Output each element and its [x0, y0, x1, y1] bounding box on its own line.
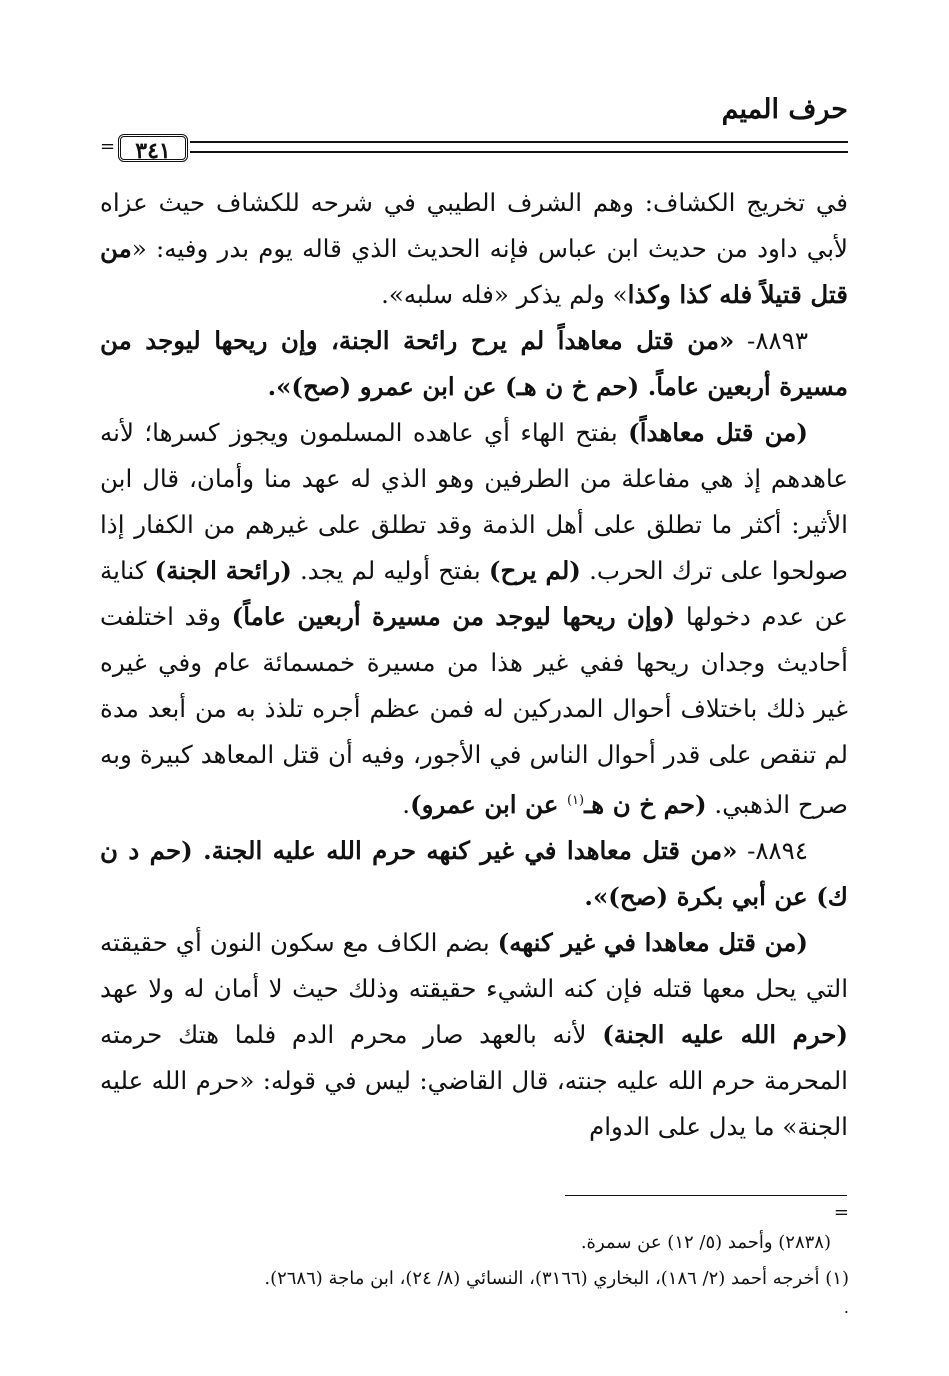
- page-header: [100, 90, 848, 164]
- text-run: بفتح الهاء أي عاهده المسلمون ويجوز كسرها؛ لأنه عاهدهم إذ هي مفاعلة من الطرفين وهو الذي له عهد منا وأمان، قال ابن الأثير: أكثر ما تطلق على أهل الذمة وقد تطلق على غيرهم من الكفار إذا صولحوا على ترك الحرب.: [100, 418, 848, 585]
- lemma-bold: (من قتل معاهدا في غير كنهه): [497, 928, 808, 958]
- chapter-title: حرف الميم: [721, 94, 848, 125]
- hadith-number: ٨٨٩٤-: [737, 836, 808, 866]
- footnote-continuation: (٢٨٣٨) وأحمد (٥/ ١٢) عن سمرة.: [580, 1232, 831, 1253]
- header-eq-mark: =: [100, 136, 116, 157]
- text-run: لأنه بالعهد صار محرم الدم فلما هتك حرمته المحرمة حرم الله عليه جنته، قال القاضي: ليس في قوله: «حرم الله عليه الجنة» ما يدل على الدوام: [100, 1020, 848, 1142]
- commentary-8894: [100, 920, 848, 1150]
- paragraph-continuation: [100, 180, 848, 318]
- hadith-text: «من قتل معاهداً لم يرح رائحة الجنة، وإن ريحها ليوجد من مسيرة أربعين عاماً. (حم خ ن هـ) عن ابن عمرو (صح)».: [100, 326, 848, 401]
- text-run: كناية عن عدم دخولها: [100, 556, 849, 631]
- lemma-bold: (من قتل معاهداً): [628, 418, 809, 447]
- footnote-separator: [565, 1195, 847, 1196]
- main-text: [100, 180, 848, 1150]
- footnote-1: (١) أخرجه أحمد (٢/ ١٨٦)، البخاري (٣١٦٦)، النسائي (٨/ ٢٤)، ابن ماجة (٢٦٨٦).: [264, 1268, 849, 1289]
- text-run: .: [402, 790, 411, 820]
- hadith-8893: [100, 318, 848, 410]
- text-run: في تخريج الكشاف: وهم الشرف الطيبي في شرحه للكشاف حيث عزاه لأبي داود من حديث ابن عباس فإنه الحديث الذي قاله يوم بدر وفيه: «: [100, 188, 848, 263]
- header-double-line: [190, 141, 848, 153]
- text-run: بضم الكاف مع سكون النون أي حقيقته التي يحل معها قتله فإن كنه الشيء حقيقته وذلك حيث لا أمان له ولا عهد: [100, 928, 848, 1004]
- footnote-ref: (١): [566, 793, 585, 808]
- footnotes: [101, 1225, 849, 1297]
- hadith-text: «من قتل معاهدا في غير كنهه حرم الله عليه الجنة. (حم د ن ك) عن أبي بكرة (صح)».: [100, 836, 848, 912]
- footnote-eq-mark: =: [833, 1202, 849, 1223]
- text-run: » ولم يذكر «فله سلبه».: [381, 280, 628, 309]
- page-number: ٣٤١: [118, 134, 188, 162]
- quoted-hadith-bold: من قتل قتيلاً فله كذا وكذا: [100, 234, 848, 309]
- hadith-number: ٨٨٩٣-: [734, 326, 808, 355]
- hadith-8894: [100, 828, 848, 920]
- text-run: وقد اختلفت أحاديث وجدان ريحها ففي غير هذا من مسيرة خمسمائة عام وفي غيره غير ذلك باختلاف أحوال المدركين له فمن عظم أجره تلذذ به من أبعد مدة لم تنقص على قدر أحوال الناس في الأجور، وفيه أن قتل المعاهد كبيرة وبه صرح الذهبي.: [100, 602, 848, 820]
- source-bold: (حم خ ن هـ: [584, 790, 707, 820]
- text-run: بفتح أوليه لم يجد.: [291, 556, 489, 585]
- source-bold: عن ابن عمرو): [410, 790, 567, 820]
- lemma-bold: (وإن ريحها ليوجد من مسيرة أربعين عاماً): [231, 602, 676, 631]
- lemma-bold: (رائحة الجنة): [154, 556, 292, 585]
- lemma-bold: (حرم الله عليه الجنة): [602, 1020, 849, 1050]
- lemma-bold: (لم يرح): [488, 556, 581, 585]
- header-rule: [100, 134, 848, 164]
- commentary-8893: [100, 410, 848, 828]
- footnote-dot: .: [843, 1298, 849, 1317]
